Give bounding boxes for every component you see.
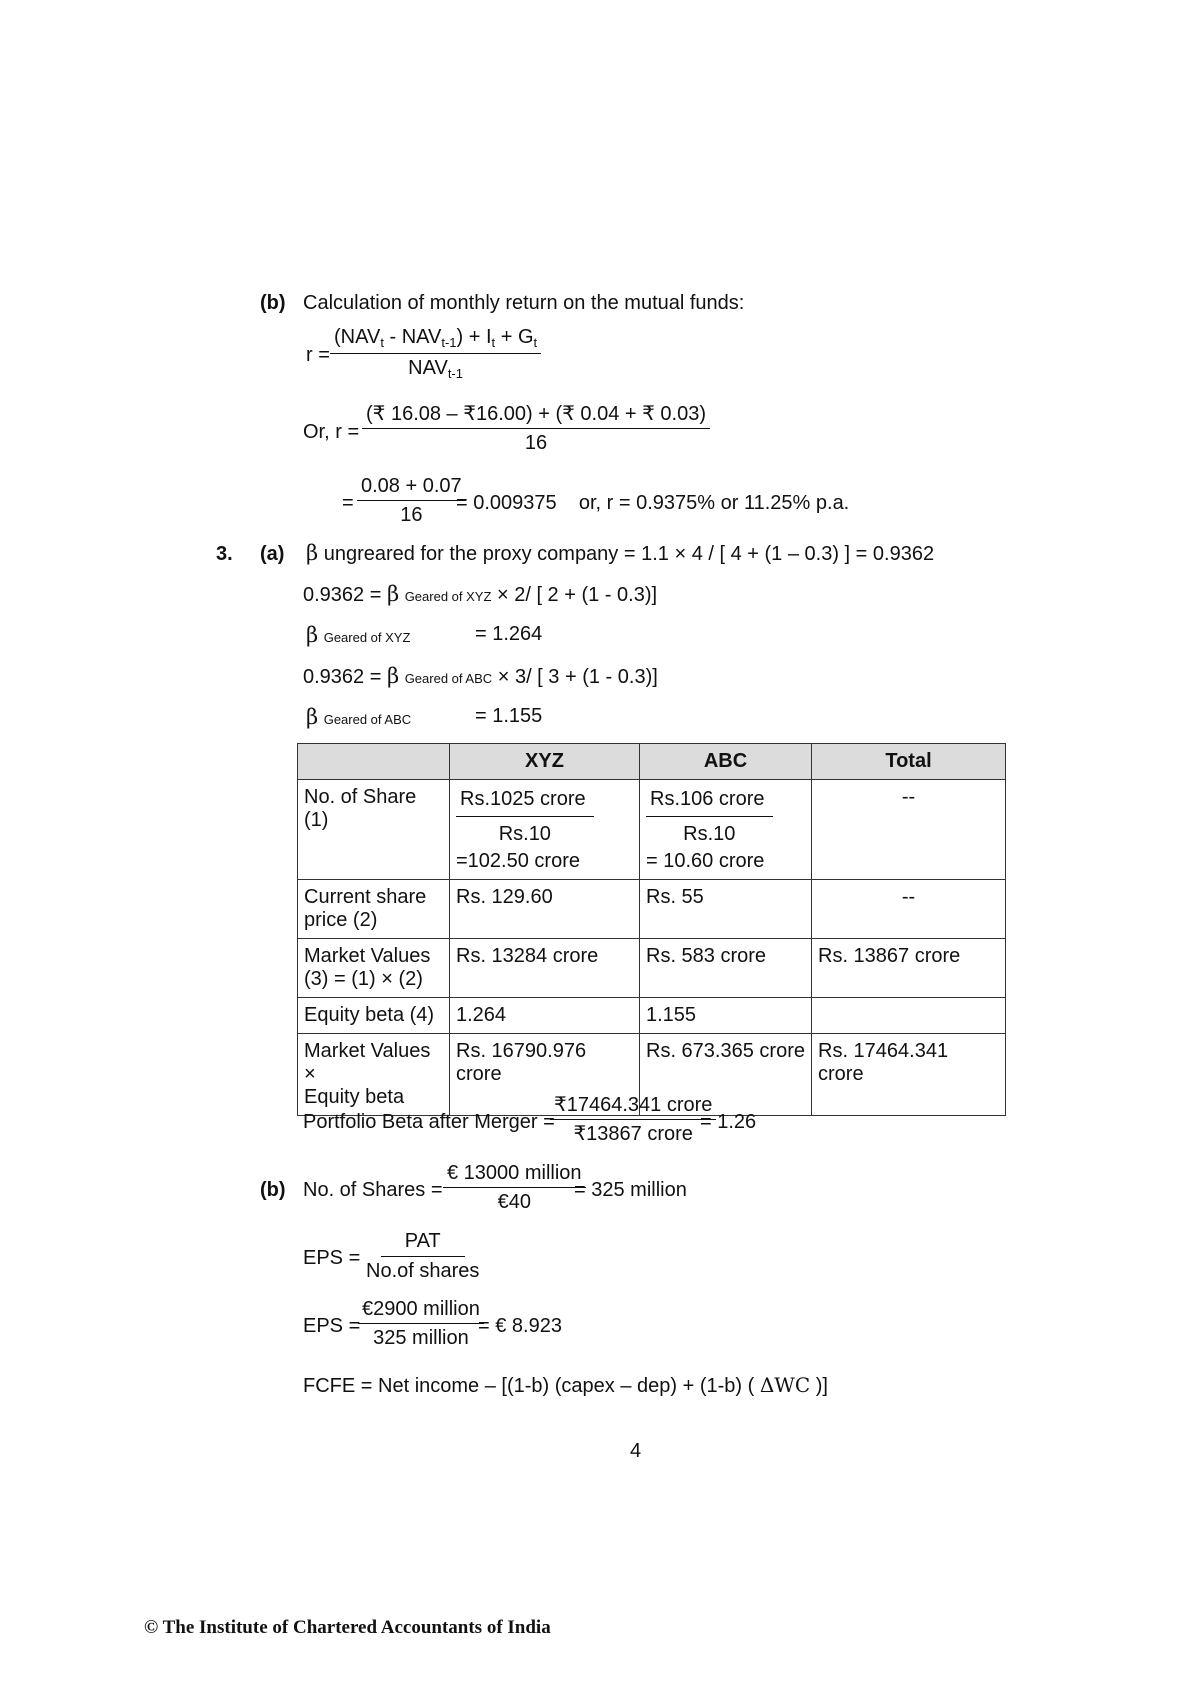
footer-copyright: © The Institute of Chartered Accountants of India (144, 1617, 551, 1638)
eq-numerator: 0.08 + 0.07 (357, 475, 466, 501)
shares-lhs: No. of Shares = (303, 1179, 443, 1201)
abc-shares-cell (640, 780, 812, 880)
portfolio-beta-denominator: ₹13867 crore (573, 1123, 693, 1145)
header-total: Total (812, 744, 1006, 780)
row-label: Market Values × Equity beta (298, 1034, 450, 1116)
table-header-row (298, 744, 1006, 780)
eps-value-denominator: 325 million (373, 1327, 469, 1349)
beta-ungeared-line: β ungreared for the proxy company = 1.1 × 4 / [ 4 + (1 – 0.3) ] = 0.9362 (306, 541, 935, 565)
beta-xyz-label: β Geared of XYZ (306, 623, 411, 647)
shares-numerator: € 13000 million (443, 1162, 586, 1188)
formula-r-numerator: $(NAV_t - NAV_{t-1}) + I_t + G_t$ (330, 326, 541, 354)
row-label: Market Values (3) = (1) × (2) (298, 939, 450, 998)
beta-xyz-equation: 0.9362 = β Geared of XYZ × 2/ [ 2 + (1 - 0.3)] (303, 582, 658, 606)
eq-fraction (357, 475, 466, 527)
eq-lhs: = (342, 492, 354, 514)
header-xyz: XYZ (450, 744, 640, 780)
xyz-shares-cell (450, 780, 640, 880)
header-blank (298, 744, 450, 780)
abc-market-value-cell: Rs. 583 crore (640, 939, 812, 998)
portfolio-beta-numerator: ₹17464.341 crore (550, 1094, 716, 1120)
shares-fraction (443, 1162, 586, 1214)
formula-r-denominator: $NAV_{t-1}$ (408, 356, 463, 381)
eps-value-lhs: EPS = (303, 1315, 361, 1337)
shares-denominator: €40 (497, 1191, 531, 1213)
beta-abc-label: β Geared of ABC (306, 705, 412, 729)
question-number: 3. (216, 543, 233, 565)
abc-shares-fraction: $\frac{\text{Rs.106 crore}}{Rs.10}$ (646, 786, 773, 848)
fcfe-formula: FCFE = Net income – [(1-b) (capex – dep) + (1-b) ( ΔWC )] (303, 1373, 828, 1397)
total-shares-cell: -- (812, 780, 1006, 880)
beta-abc-equation: 0.9362 = β Geared of ABC × 3/ [ 3 + (1 - 0.3)] (303, 664, 658, 688)
xyz-shares-result: =102.50 crore (456, 850, 580, 872)
xyz-price-cell: Rs. 129.60 (450, 880, 640, 939)
portfolio-beta-fraction (550, 1094, 716, 1146)
or-r-numerator: (₹ 16.08 – ₹16.00) + (₹ 0.04 + ₹ 0.03) (362, 403, 710, 429)
merger-beta-table (297, 743, 1006, 1116)
eps-formula-numerator: PAT (381, 1230, 465, 1257)
beta-xyz-value: = 1.264 (475, 623, 543, 645)
beta-symbol: β (306, 541, 319, 565)
abc-price-cell: Rs. 55 (640, 880, 812, 939)
formula-r-fraction (330, 326, 541, 382)
xyz-shares-fraction: $\frac{\text{Rs.1025 crore}}{Rs.10}$ (456, 786, 594, 848)
section-b-heading: Calculation of monthly return on the mutual funds: (303, 292, 745, 314)
formula-r-lhs: r = (306, 344, 330, 366)
total-equity-beta-cell (812, 998, 1006, 1034)
eps-value-fraction (358, 1298, 484, 1350)
table-row (298, 998, 1006, 1034)
shares-result: = 325 million (574, 1179, 687, 1201)
eq-result: = 0.009375 or, r = 0.9375% or 11.25% p.a. (456, 492, 850, 514)
abc-weighted-beta-cell: Rs. 673.365 crore (640, 1034, 812, 1116)
eps-formula-fraction (362, 1230, 483, 1283)
row-label: No. of Share (1) (298, 780, 450, 880)
eps-formula-denominator: No.of shares (366, 1260, 480, 1282)
portfolio-beta-result: = 1.26 (700, 1111, 757, 1133)
xyz-market-value-cell: Rs. 13284 crore (450, 939, 640, 998)
section-3a-label: (a) (260, 543, 285, 565)
or-r-denominator: 16 (524, 432, 548, 454)
eps-formula-lhs: EPS = (303, 1247, 361, 1269)
portfolio-beta-lhs: Portfolio Beta after Merger = (303, 1111, 555, 1133)
beta-abc-value: = 1.155 (475, 705, 543, 727)
eps-value-result: = € 8.923 (478, 1315, 562, 1337)
xyz-weighted-beta-cell: Rs. 16790.976 crore (450, 1034, 640, 1116)
eq-denominator: 16 (400, 504, 423, 526)
section-3b-label: (b) (260, 1179, 286, 1201)
table-row (298, 939, 1006, 998)
eps-value-numerator: €2900 million (358, 1298, 484, 1324)
total-market-value-cell: Rs. 13867 crore (812, 939, 1006, 998)
section-b-label: (b) (260, 292, 286, 314)
xyz-equity-beta-cell: 1.264 (450, 998, 640, 1034)
total-weighted-beta-cell: Rs. 17464.341 crore (812, 1034, 1006, 1116)
table-row (298, 880, 1006, 939)
total-price-cell: -- (812, 880, 1006, 939)
table-row (298, 780, 1006, 880)
or-r-lhs: Or, r = (303, 421, 360, 443)
row-label: Equity beta (4) (298, 998, 450, 1034)
or-r-fraction (362, 403, 710, 455)
header-abc: ABC (640, 744, 812, 780)
abc-equity-beta-cell: 1.155 (640, 998, 812, 1034)
row-label: Current share price (2) (298, 880, 450, 939)
page-number: 4 (630, 1440, 642, 1462)
abc-shares-result: = 10.60 crore (646, 850, 765, 872)
